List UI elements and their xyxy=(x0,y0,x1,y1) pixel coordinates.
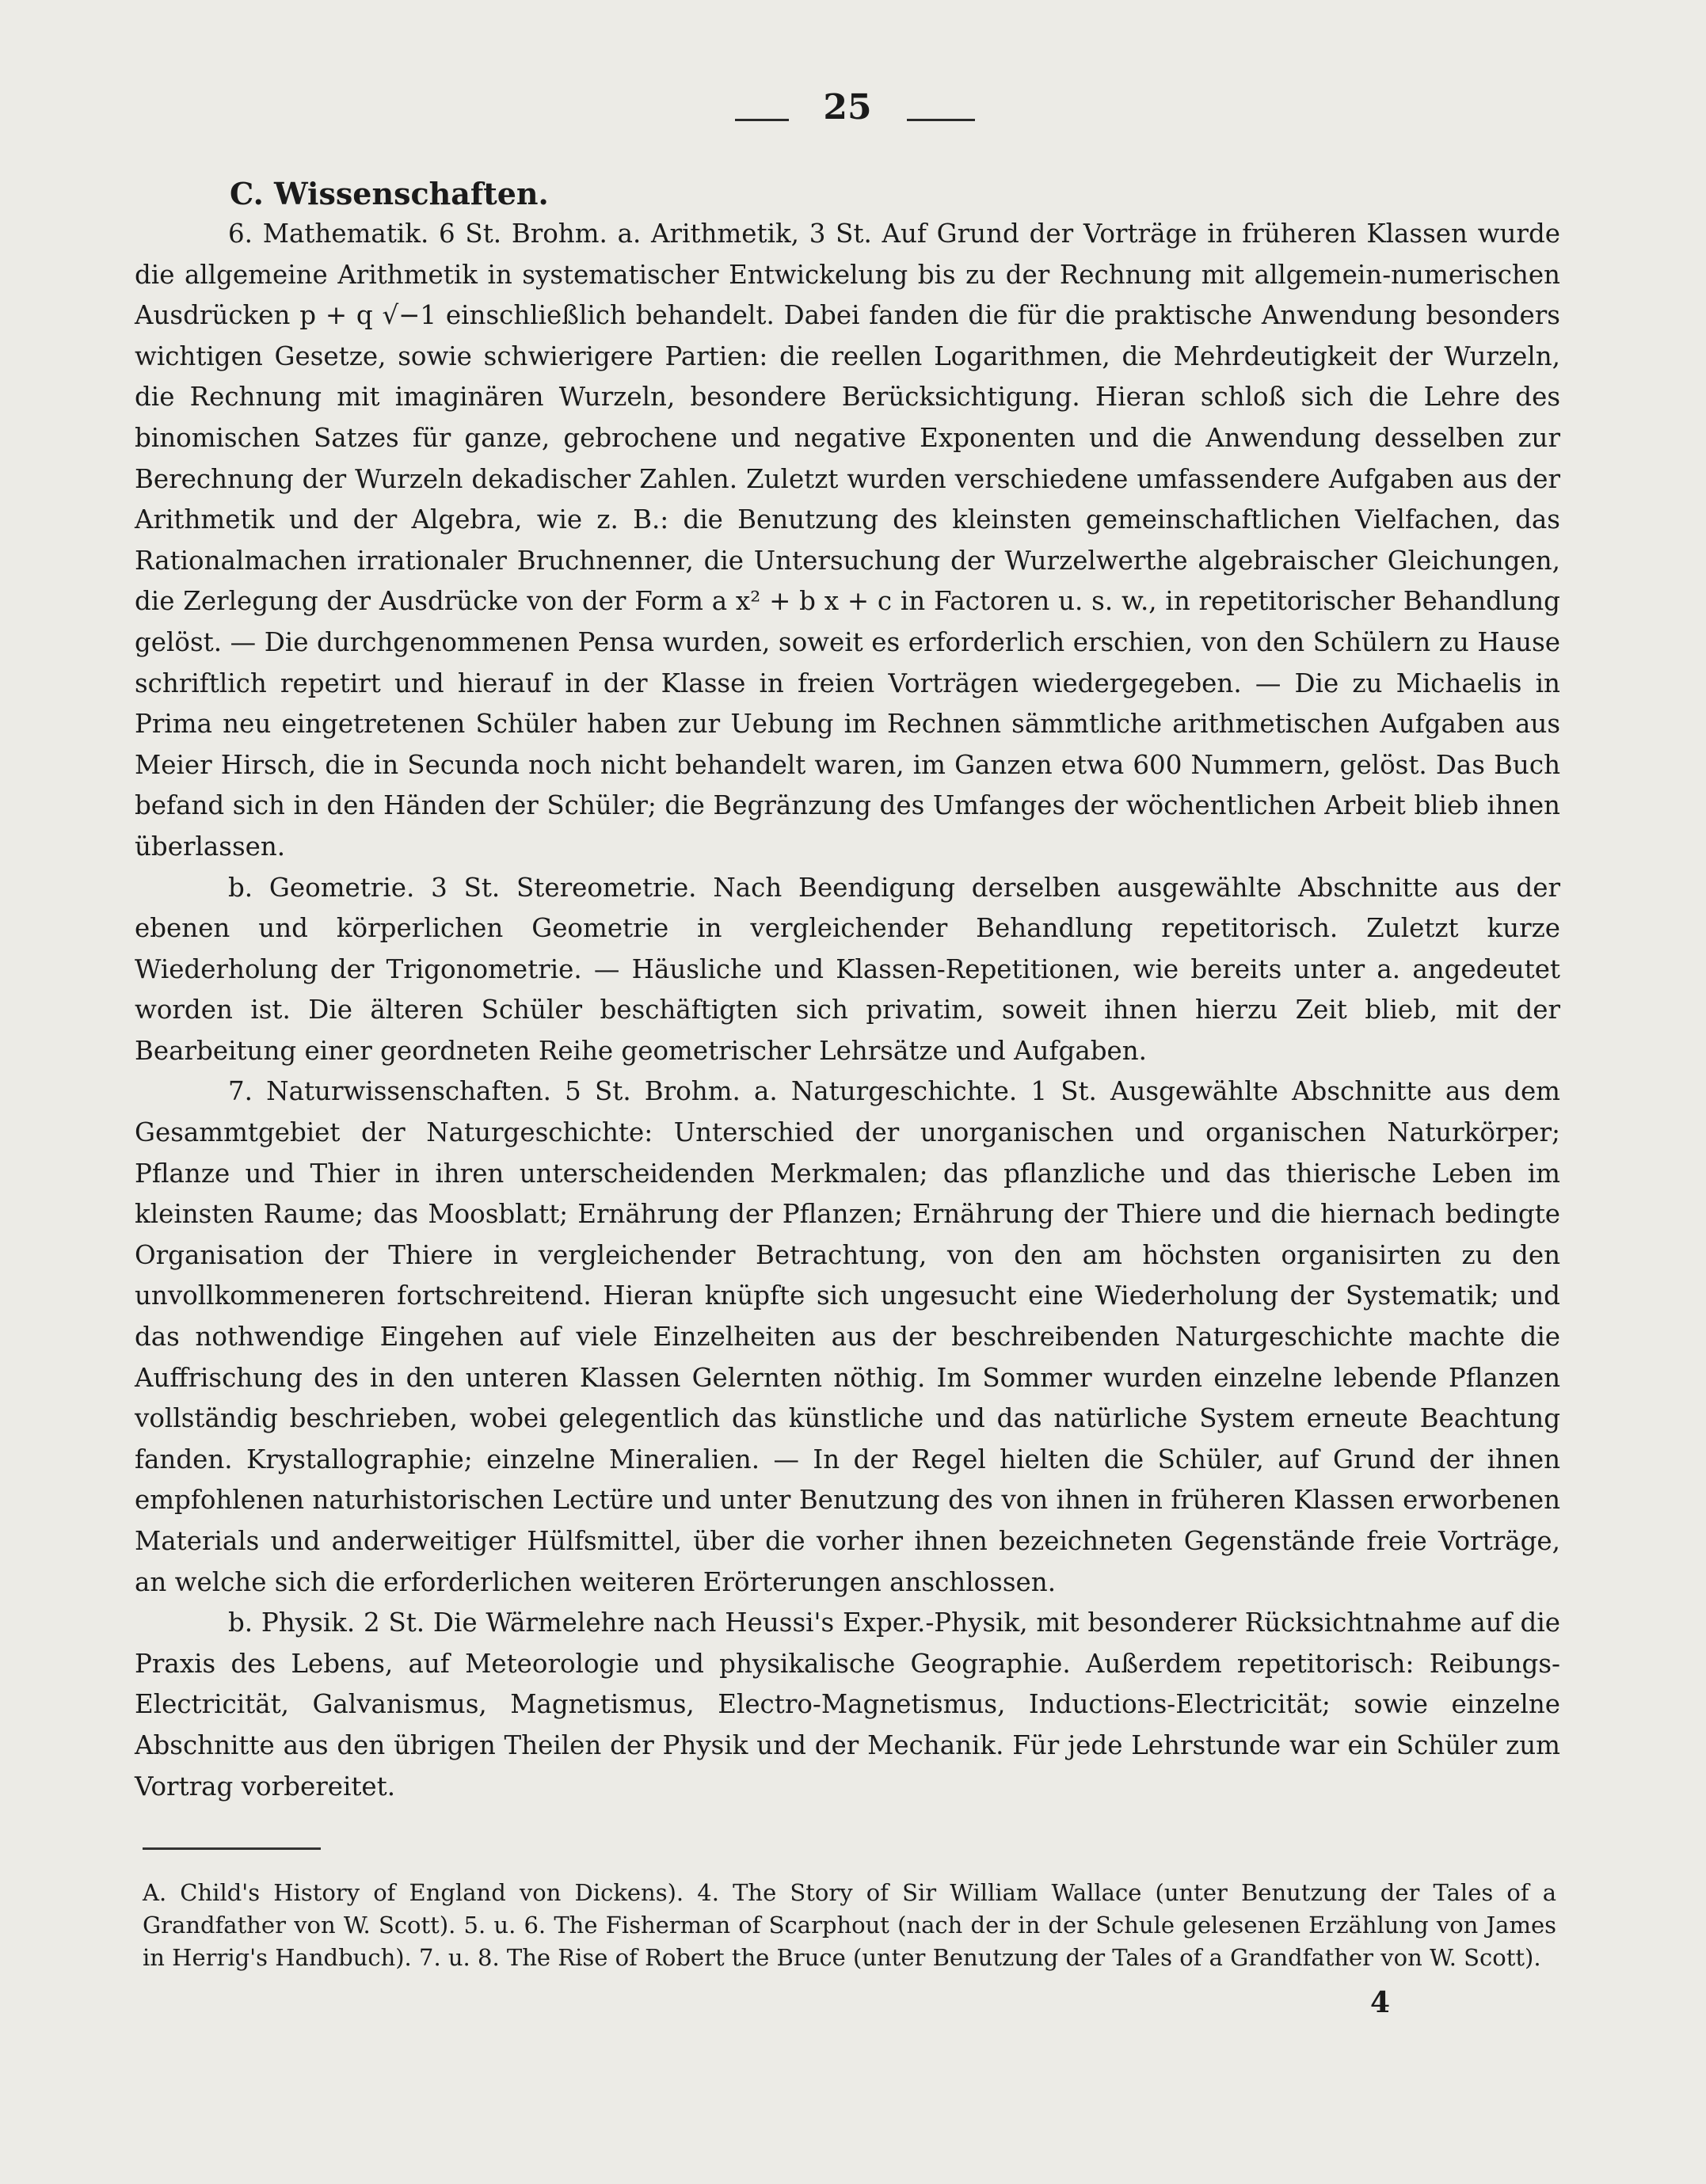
signature-mark: 4 xyxy=(1370,1986,1391,2019)
page-number: 25 xyxy=(823,87,872,127)
paragraph-naturwissenschaften: 7. Naturwissenschaften. 5 St. Brohm. a. Naturgeschichte. 1 St. Ausgewählte Abschnitte aus dem Gesammtgebiet der Naturgeschichte: Unterschied der unorganischen und organischen Naturkörper; Pflanze und Thier in ihren unterscheidenden Merkmalen; das pflanzliche und das thierische Leben im kleinsten Raume; das Moosblatt; Ernährung der Pflanzen; Ernährung der Thiere und die hiernach bedingte Organisation der Thiere in vergleichender Betrachtung, von den am höchsten organisirten zu den unvollkommeneren fortschreitend. Hieran knüpfte sich ungesucht eine Wiederholung der Systematik; und das nothwendige Eingehen auf viele Einzelheiten aus der beschreibenden Naturgeschichte machte die Auffrischung des in den unteren Klassen Gelernten nöthig. Im Sommer wurden einzelne lebende Pflanzen vollständig beschrieben, wobei gelegentlich das künstliche und das natürliche System erneute Beachtung fanden. Krystallographie; einzelne Mineralien. — In der Regel hielten die Schüler, auf Grund der ihnen empfohlenen naturhistorischen Lectüre und unter Benutzung des von ihnen in früheren Klassen erworbenen Materials und anderweitiger Hülfsmittel, über die vorher ihnen bezeichneten Gegenstände freie Vorträge, an welche sich die erforderlichen weiteren Erörterungen anschlossen. xyxy=(135,1076,1560,1597)
page-header xyxy=(0,87,1706,135)
footnote-text: A. Child's History of England von Dickens). 4. The Story of Sir William Wallace (unter Benutzung der Tales of a Grandfather von W. Scott). 5. u. 6. The Fisherman of Scarphout (nach der in der Schule gelesenen Erzählung von James in Herrig's Handbuch). 7. u. 8. The Rise of Robert the Bruce (unter Benutzung der Tales of a Grandfather von W. Scott). xyxy=(143,1879,1556,1971)
body-text xyxy=(135,214,1560,1807)
paragraph-geometrie: b. Geometrie. 3 St. Stereometrie. Nach Beendigung derselben ausgewählte Abschnitte aus der ebenen und körperlichen Geometrie in vergleichender Behandlung repetitorisch. Zuletzt kurze Wiederholung der Trigonometrie. — Häusliche und Klassen-Repetitionen, wie bereits unter a. angedeutet worden ist. Die älteren Schüler beschäftigten sich privatim, soweit ihnen hierzu Zeit blieb, mit der Bearbeitung einer geordneten Reihe geometrischer Lehrsätze und Aufgaben. xyxy=(135,872,1560,1066)
header-rule-left xyxy=(735,119,789,121)
footnote-rule xyxy=(143,1847,321,1850)
footnote-block xyxy=(143,1877,1556,1974)
header-rule-right xyxy=(907,119,975,121)
paragraph-physik: b. Physik. 2 St. Die Wärmelehre nach Heussi's Exper.-Physik, mit besonderer Rücksichtnahme auf die Praxis des Lebens, auf Meteorologie und physikalische Geographie. Außerdem repetitorisch: Reibungs-Electricität, Galvanismus, Magnetismus, Electro-Magnetismus, Inductions-Electricität; sowie einzelne Abschnitte aus den übrigen Theilen der Physik und der Mechanik. Für jede Lehrstunde war ein Schüler zum Vortrag vorbereitet. xyxy=(135,1608,1560,1802)
paragraph-mathematik: 6. Mathematik. 6 St. Brohm. a. Arithmetik, 3 St. Auf Grund der Vorträge in früheren Klassen wurde die allgemeine Arithmetik in systematischer Entwickelung bis zu der Rechnung mit allgemein-numerischen Ausdrücken p + q √−1 einschließlich behandelt. Dabei fanden die für die praktische Anwendung besonders wichtigen Gesetze, sowie schwierigere Partien: die reellen Logarithmen, die Mehrdeutigkeit der Wurzeln, die Rechnung mit imaginären Wurzeln, besondere Berücksichtigung. Hieran schloß sich die Lehre des binomischen Satzes für ganze, gebrochene und negative Exponenten und die Anwendung desselben zur Berechnung der Wurzeln dekadischer Zahlen. Zuletzt wurden verschiedene umfassendere Aufgaben aus der Arithmetik und der Algebra, wie z. B.: die Benutzung des kleinsten gemeinschaftlichen Vielfachen, das Rationalmachen irrationaler Bruchnenner, die Untersuchung der Wurzelwerthe algebraischer Gleichungen, die Zerlegung der Ausdrücke von der Form a x² + b x + c in Factoren u. s. w., in repetitorischer Behandlung gelöst. — Die durchgenommenen Pensa wurden, soweit es erforderlich erschien, von den Schülern zu Hause schriftlich repetirt und hierauf in der Klasse in freien Vorträgen wiedergegeben. — Die zu Michaelis in Prima neu eingetretenen Schüler haben zur Uebung im Rechnen sämmtliche arithmetischen Aufgaben aus Meier Hirsch, die in Secunda noch nicht behandelt waren, im Ganzen etwa 600 Nummern, gelöst. Das Buch befand sich in den Händen der Schüler; die Begränzung des Umfanges der wöchentlichen Arbeit blieb ihnen überlassen. xyxy=(135,219,1560,862)
section-heading: C. Wissenschaften. xyxy=(230,176,549,211)
